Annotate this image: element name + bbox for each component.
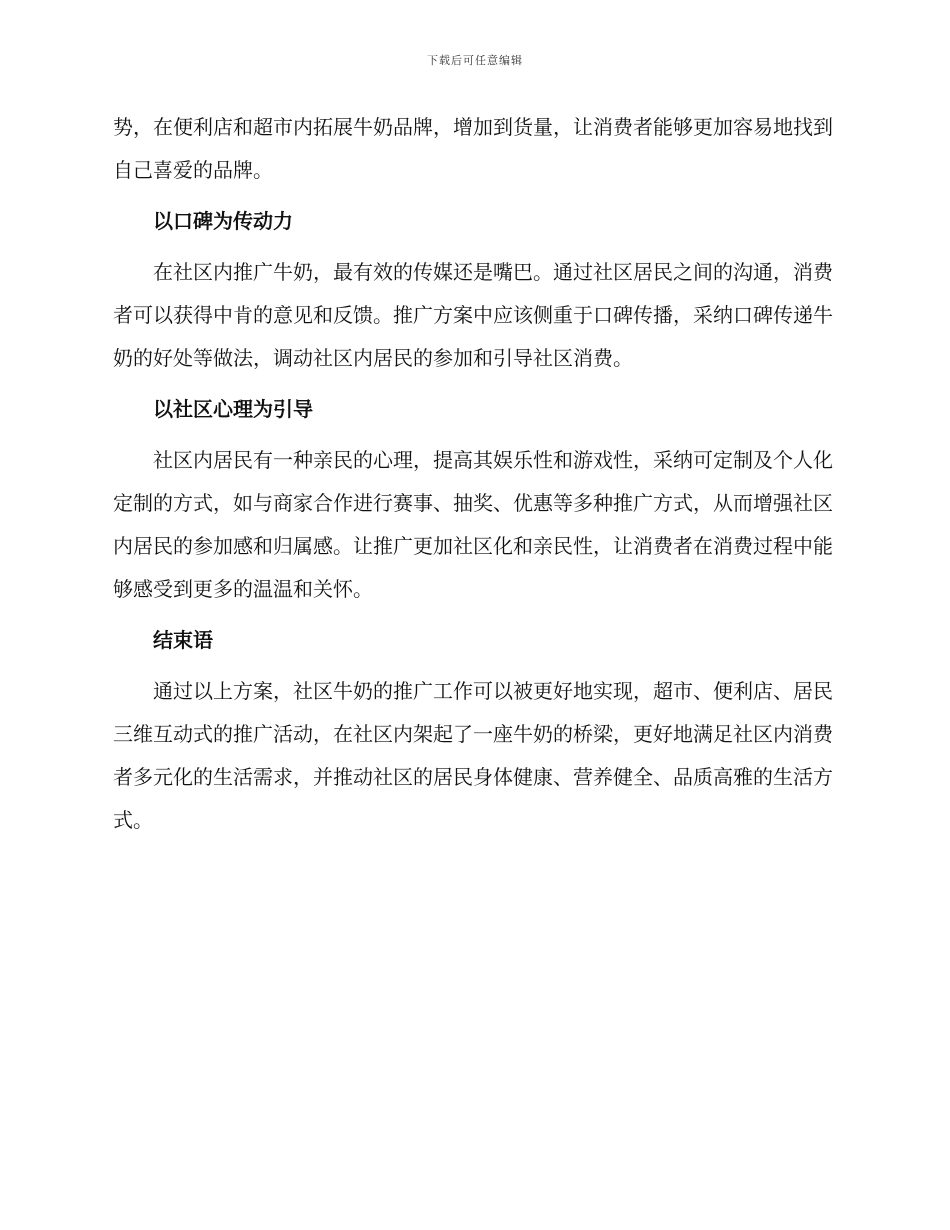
paragraph-continued: 势，在便利店和超市内拓展牛奶品牌，增加到货量，让消费者能够更加容易地找到自己喜爱的品牌。 (113, 115, 833, 182)
section-heading-conclusion: 结束语 (153, 628, 213, 652)
paragraph-conclusion: 通过以上方案，社区牛奶的推广工作可以被更好地实现，超市、便利店、居民三维互动式的推广活动，在社区内架起了一座牛奶的桥梁，更好地满足社区内消费者多元化的生活需求，并推动社区的居民身体健康、营养健全、品质高雅的生活方式。 (113, 679, 833, 832)
page-header: 下载后可任意编辑 (427, 54, 523, 67)
document-body (113, 106, 833, 842)
paragraph-community-psychology: 社区内居民有一种亲民的心理，提高其娱乐性和游戏性，采纳可定制及个人化定制的方式，如与商家合作进行赛事、抽奖、优惠等多种推广方式，从而增强社区内居民的参加感和归属感。让推广更加社区化和亲民性，让消费者在消费过程中能够感受到更多的温温和关怀。 (113, 448, 833, 601)
paragraph-word-of-mouth: 在社区内推广牛奶，最有效的传媒还是嘴巴。通过社区居民之间的沟通，消费者可以获得中肯的意见和反馈。推广方案中应该侧重于口碑传播，采纳口碑传递牛奶的好处等做法，调动社区内居民的参加和引导社区消费。 (113, 260, 833, 370)
section-heading-word-of-mouth: 以口碑为传动力 (153, 209, 293, 233)
section-heading-community-psychology: 以社区心理为引导 (153, 397, 313, 421)
